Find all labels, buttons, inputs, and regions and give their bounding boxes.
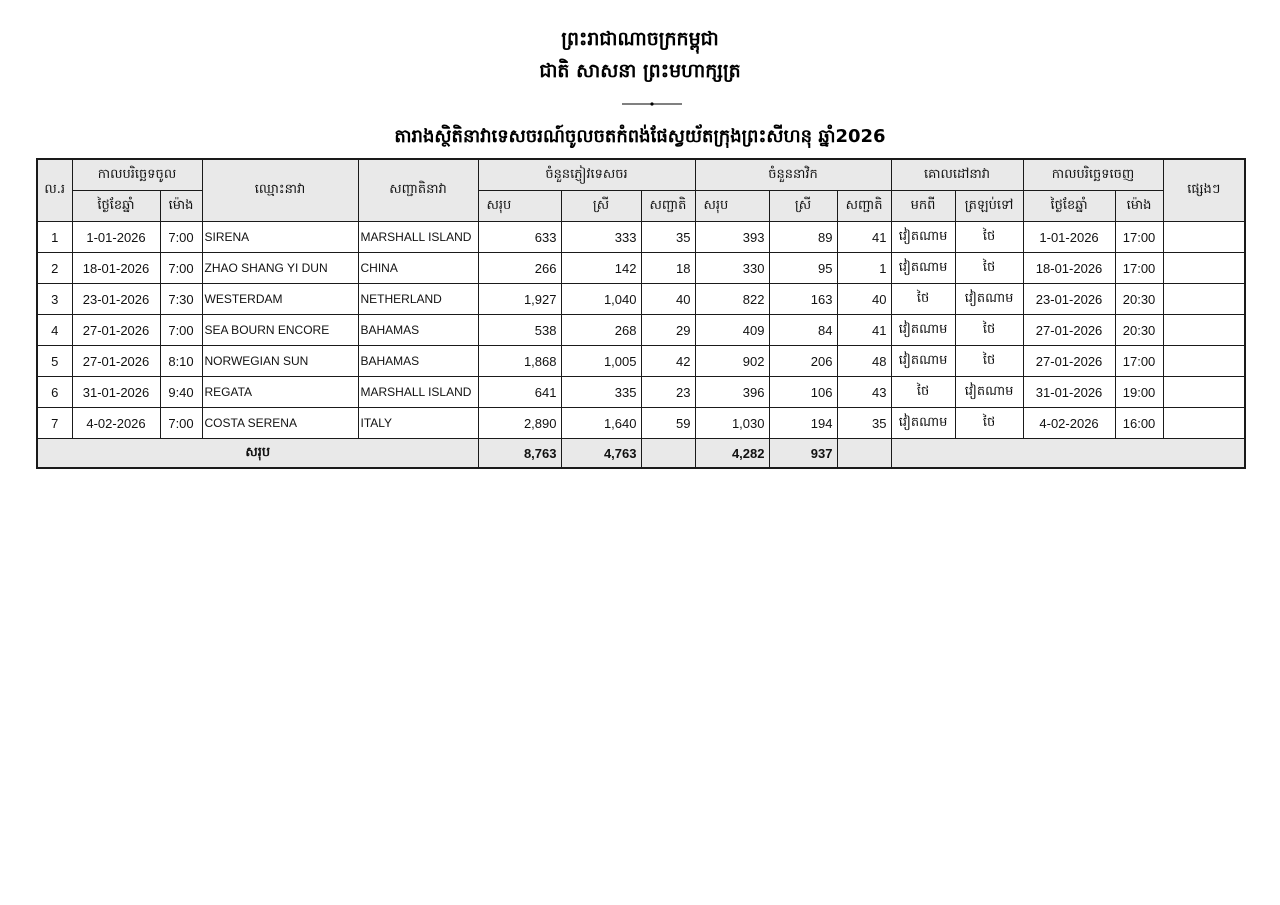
ship-nationality: BAHAMAS <box>358 346 478 377</box>
row-number: 2 <box>37 253 72 284</box>
cruise-statistics-table <box>36 158 1246 469</box>
other-note <box>1163 222 1245 253</box>
crew-female: 95 <box>769 253 837 284</box>
table-row <box>37 408 1245 439</box>
crew-total: 822 <box>695 284 769 315</box>
ship-nationality: ITALY <box>358 408 478 439</box>
passenger-female: 142 <box>561 253 641 284</box>
arrival-date: 27-01-2026 <box>72 315 160 346</box>
crew-nationalities: 1 <box>837 253 891 284</box>
departure-time: 17:00 <box>1115 253 1163 284</box>
passenger-nationalities: 59 <box>641 408 695 439</box>
departure-date: 27-01-2026 <box>1023 315 1115 346</box>
departure-date: 23-01-2026 <box>1023 284 1115 315</box>
ornament-divider-icon <box>622 101 682 107</box>
crew-total: 1,030 <box>695 408 769 439</box>
passenger-nationalities: 18 <box>641 253 695 284</box>
arrival-time: 7:00 <box>160 253 202 284</box>
departure-time: 16:00 <box>1115 408 1163 439</box>
crew-nationalities: 48 <box>837 346 891 377</box>
passenger-female: 1,005 <box>561 346 641 377</box>
passenger-total: 641 <box>478 377 561 408</box>
from-country: ថៃ <box>891 284 955 315</box>
ship-name: SEA BOURN ENCORE <box>202 315 358 346</box>
from-country: វៀតណាម <box>891 222 955 253</box>
departure-time: 17:00 <box>1115 346 1163 377</box>
col-header-crew-female: ស្រី <box>769 191 837 222</box>
arrival-date: 4-02-2026 <box>72 408 160 439</box>
arrival-time: 7:30 <box>160 284 202 315</box>
crew-nationalities: 41 <box>837 315 891 346</box>
arrival-date: 18-01-2026 <box>72 253 160 284</box>
table-row <box>37 253 1245 284</box>
ship-nationality: MARSHALL ISLAND <box>358 222 478 253</box>
col-header-passengers: ចំនួនភ្ញៀវទេសចរ <box>478 159 695 191</box>
passenger-total: 1,868 <box>478 346 561 377</box>
passenger-nationalities: 42 <box>641 346 695 377</box>
arrival-time: 7:00 <box>160 315 202 346</box>
crew-female: 163 <box>769 284 837 315</box>
col-header-no: ល.រ <box>37 159 72 222</box>
crew-female: 194 <box>769 408 837 439</box>
arrival-time: 7:00 <box>160 408 202 439</box>
col-header-nationality: សញ្ជាតិនាវា <box>358 159 478 222</box>
crew-total: 330 <box>695 253 769 284</box>
col-header-from: មកពី <box>891 191 955 222</box>
to-country: ថៃ <box>955 315 1023 346</box>
to-country: ថៃ <box>955 346 1023 377</box>
ship-name: COSTA SERENA <box>202 408 358 439</box>
ship-name: NORWEGIAN SUN <box>202 346 358 377</box>
totals-passenger-female: 4,763 <box>561 439 641 469</box>
table-row <box>37 284 1245 315</box>
passenger-female: 1,040 <box>561 284 641 315</box>
totals-label: សរុប <box>37 439 478 469</box>
departure-date: 4-02-2026 <box>1023 408 1115 439</box>
crew-total: 393 <box>695 222 769 253</box>
row-number: 1 <box>37 222 72 253</box>
row-number: 3 <box>37 284 72 315</box>
arrival-date: 23-01-2026 <box>72 284 160 315</box>
totals-row <box>37 439 1245 469</box>
other-note <box>1163 253 1245 284</box>
to-country: វៀតណាម <box>955 377 1023 408</box>
row-number: 5 <box>37 346 72 377</box>
col-header-passenger-female: ស្រី <box>561 191 641 222</box>
passenger-total: 1,927 <box>478 284 561 315</box>
to-country: ថៃ <box>955 253 1023 284</box>
ship-name: WESTERDAM <box>202 284 358 315</box>
arrival-date: 27-01-2026 <box>72 346 160 377</box>
passenger-nationalities: 35 <box>641 222 695 253</box>
departure-time: 17:00 <box>1115 222 1163 253</box>
col-header-arrival-time: ម៉ោង <box>160 191 202 222</box>
departure-time: 20:30 <box>1115 315 1163 346</box>
crew-nationalities: 43 <box>837 377 891 408</box>
totals-blank <box>891 439 1245 469</box>
other-note <box>1163 315 1245 346</box>
totals-passenger-nationalities <box>641 439 695 469</box>
to-country: វៀតណាម <box>955 284 1023 315</box>
to-country: ថៃ <box>955 408 1023 439</box>
departure-date: 31-01-2026 <box>1023 377 1115 408</box>
other-note <box>1163 284 1245 315</box>
crew-nationalities: 41 <box>837 222 891 253</box>
arrival-date: 1-01-2026 <box>72 222 160 253</box>
departure-time: 19:00 <box>1115 377 1163 408</box>
table-row <box>37 346 1245 377</box>
crew-female: 89 <box>769 222 837 253</box>
col-header-arrival: កាលបរិច្ឆេទចូល <box>72 159 202 191</box>
col-header-crew-total: សរុប <box>695 191 769 222</box>
passenger-nationalities: 23 <box>641 377 695 408</box>
col-header-departure-date: ថ្ងៃខែឆ្នាំ <box>1023 191 1115 222</box>
table-row <box>37 377 1245 408</box>
totals-crew-nationalities <box>837 439 891 469</box>
col-header-passenger-total: សរុប <box>478 191 561 222</box>
from-country: វៀតណាម <box>891 315 955 346</box>
from-country: ថៃ <box>891 377 955 408</box>
crew-nationalities: 40 <box>837 284 891 315</box>
departure-time: 20:30 <box>1115 284 1163 315</box>
from-country: វៀតណាម <box>891 346 955 377</box>
table-row <box>37 315 1245 346</box>
ship-nationality: MARSHALL ISLAND <box>358 377 478 408</box>
totals-crew-total: 4,282 <box>695 439 769 469</box>
arrival-time: 8:10 <box>160 346 202 377</box>
col-header-departure-time: ម៉ោង <box>1115 191 1163 222</box>
col-header-arrival-date: ថ្ងៃខែឆ្នាំ <box>72 191 160 222</box>
arrival-time: 7:00 <box>160 222 202 253</box>
ship-nationality: NETHERLAND <box>358 284 478 315</box>
crew-female: 206 <box>769 346 837 377</box>
table-row <box>37 222 1245 253</box>
other-note <box>1163 377 1245 408</box>
col-header-crew-nationalities: សញ្ជាតិ <box>837 191 891 222</box>
col-header-ship-name: ឈ្មោះនាវា <box>202 159 358 222</box>
other-note <box>1163 346 1245 377</box>
row-number: 7 <box>37 408 72 439</box>
col-header-to: ត្រឡប់ទៅ <box>955 191 1023 222</box>
crew-total: 409 <box>695 315 769 346</box>
passenger-female: 335 <box>561 377 641 408</box>
passenger-total: 2,890 <box>478 408 561 439</box>
totals-crew-female: 937 <box>769 439 837 469</box>
crew-total: 396 <box>695 377 769 408</box>
col-header-destination: គោលដៅនាវា <box>891 159 1023 191</box>
arrival-date: 31-01-2026 <box>72 377 160 408</box>
crew-nationalities: 35 <box>837 408 891 439</box>
from-country: វៀតណាម <box>891 253 955 284</box>
to-country: ថៃ <box>955 222 1023 253</box>
row-number: 4 <box>37 315 72 346</box>
ship-name: ZHAO SHANG YI DUN <box>202 253 358 284</box>
passenger-nationalities: 29 <box>641 315 695 346</box>
col-header-departure: កាលបរិច្ឆេទចេញ <box>1023 159 1163 191</box>
from-country: វៀតណាម <box>891 408 955 439</box>
crew-total: 902 <box>695 346 769 377</box>
kingdom-heading: ព្រះរាជាណាចក្រកម្ពុជា <box>561 28 719 50</box>
row-number: 6 <box>37 377 72 408</box>
passenger-total: 538 <box>478 315 561 346</box>
col-header-passenger-nationalities: សញ្ជាតិ <box>641 191 695 222</box>
crew-female: 106 <box>769 377 837 408</box>
ship-nationality: BAHAMAS <box>358 315 478 346</box>
table-title: តារាងស្ថិតិនាវាទេសចរណ៍ចូលចតកំពង់ផែស្វយ័តក្រុងព្រះសីហនុ ឆ្នាំ2026 <box>394 126 886 147</box>
passenger-female: 268 <box>561 315 641 346</box>
ship-name: REGATA <box>202 377 358 408</box>
passenger-female: 333 <box>561 222 641 253</box>
motto-heading: ជាតិ សាសនា ព្រះមហាក្សត្រ <box>539 60 741 82</box>
ship-nationality: CHINA <box>358 253 478 284</box>
col-header-crew: ចំនួននាវិក <box>695 159 891 191</box>
col-header-other: ផ្សេងៗ <box>1163 159 1245 222</box>
ship-name: SIRENA <box>202 222 358 253</box>
arrival-time: 9:40 <box>160 377 202 408</box>
passenger-total: 266 <box>478 253 561 284</box>
crew-female: 84 <box>769 315 837 346</box>
departure-date: 27-01-2026 <box>1023 346 1115 377</box>
passenger-female: 1,640 <box>561 408 641 439</box>
passenger-nationalities: 40 <box>641 284 695 315</box>
other-note <box>1163 408 1245 439</box>
totals-passenger-total: 8,763 <box>478 439 561 469</box>
departure-date: 18-01-2026 <box>1023 253 1115 284</box>
departure-date: 1-01-2026 <box>1023 222 1115 253</box>
passenger-total: 633 <box>478 222 561 253</box>
